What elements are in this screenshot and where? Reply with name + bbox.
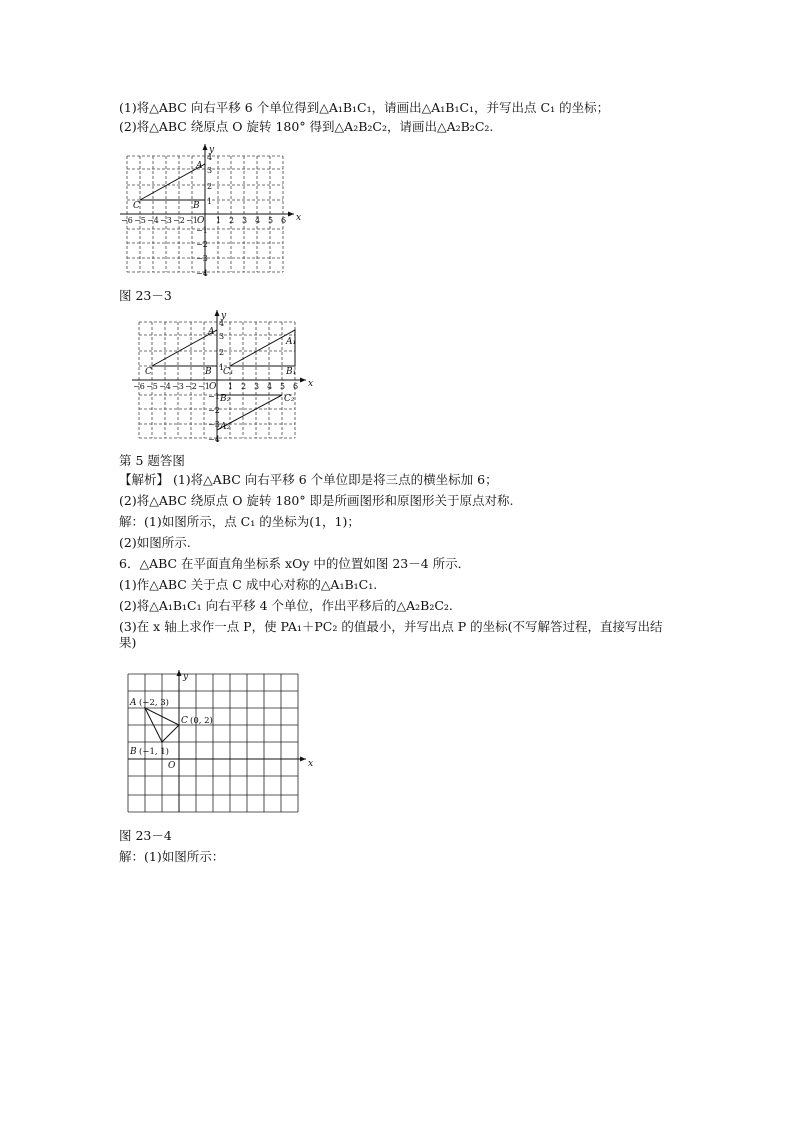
x-tick: 2 xyxy=(229,216,235,225)
q6-stem: 6．△ABC 在平面直角坐标系 xOy 中的位置如图 23－4 所示． xyxy=(119,556,471,571)
point-b-label: B xyxy=(205,367,212,377)
q6-task-3: (3)在 x 轴上求作一点 P，使 PA₁＋PC₂ 的值最小，并写出点 P 的坐标(不写解答过程，直接写出结果) xyxy=(119,619,663,650)
figure-23-4 xyxy=(122,668,314,816)
origin-label: O xyxy=(168,761,176,771)
q5-task-1: (1)将△ABC 向右平移 6 个单位得到△A₁B₁C₁，请画出△A₁B₁C₁，并写出点 C₁ 的坐标； xyxy=(119,100,610,115)
y-axis-label: y xyxy=(209,145,215,155)
y-tick: 4 xyxy=(219,319,225,328)
point-a-label: A xyxy=(196,161,203,171)
y-tick: 4 xyxy=(207,153,213,162)
q5-analysis-1: 【解析】 (1)将△ABC 向右平移 6 个单位即是将三点的横坐标加 6； xyxy=(119,472,498,487)
y-tick: 1 xyxy=(207,197,213,206)
y-tick: −2 xyxy=(208,406,220,415)
y-tick: −1 xyxy=(196,226,208,235)
point-a1-label: A₁ xyxy=(286,337,297,347)
q6-task-1: (1)作△ABC 关于点 C 成中心对称的△A₁B₁C₁. xyxy=(119,577,378,592)
x-tick: 4 xyxy=(267,382,273,391)
x-tick: 2 xyxy=(241,382,247,391)
x-tick: 1 xyxy=(216,216,222,225)
point-c-label: C xyxy=(145,367,152,377)
y-tick: 3 xyxy=(219,332,225,341)
point-a2-label: A₂ xyxy=(220,422,231,432)
x-axis-label: x xyxy=(308,379,314,389)
x-tick: −6 xyxy=(133,382,145,391)
y-tick: −4 xyxy=(208,435,220,444)
q5-analysis-2: (2)将△ABC 绕原点 O 旋转 180° 即是所画图形和原图形关于原点对称. xyxy=(119,493,514,508)
y-tick: −3 xyxy=(196,254,208,263)
point-c-coord: (0, 2) xyxy=(190,716,213,726)
x-tick: −1 xyxy=(186,216,198,225)
q5-solution-2: (2)如图所示. xyxy=(119,535,191,550)
point-a-label: A xyxy=(130,698,137,708)
point-b1-label: B₁ xyxy=(286,367,297,377)
point-c-label: C xyxy=(181,716,188,726)
q5-task-2: (2)将△ABC 绕原点 O 旋转 180° 得到△A₂B₂C₂，请画出△A₂B₂C₂. xyxy=(119,119,494,134)
x-tick: −2 xyxy=(185,382,197,391)
point-a-label: A xyxy=(208,327,215,337)
x-tick: 3 xyxy=(254,382,260,391)
x-tick: 4 xyxy=(255,216,261,225)
y-tick: 2 xyxy=(219,348,225,357)
x-tick: 6 xyxy=(281,216,287,225)
figure-caption-23-4: 图 23－4 xyxy=(119,828,172,843)
x-tick: −3 xyxy=(172,382,184,391)
y-axis-label: y xyxy=(183,672,189,682)
y-tick: −1 xyxy=(208,392,220,401)
x-tick: −5 xyxy=(134,216,146,225)
point-c2-label: C₂ xyxy=(284,394,295,404)
x-tick: −4 xyxy=(147,216,159,225)
y-tick: 2 xyxy=(207,182,213,191)
q5-solution-1: 解：(1)如图所示，点 C₁ 的坐标为(1，1)； xyxy=(119,514,360,529)
answer-figure-5 xyxy=(128,308,318,446)
point-c1-label: C₁ xyxy=(223,367,234,377)
q6-task-2: (2)将△A₁B₁C₁ 向右平移 4 个单位，作出平移后的△A₂B₂C₂. xyxy=(119,598,453,613)
point-a-coord: (−2, 3) xyxy=(139,698,169,708)
y-tick: −3 xyxy=(208,420,220,429)
x-tick: −6 xyxy=(121,216,133,225)
x-axis-label: x xyxy=(308,759,314,769)
point-b-label: B xyxy=(193,201,200,211)
point-b2-label: B₂ xyxy=(220,394,231,404)
origin-label: O xyxy=(209,382,217,392)
x-tick: 3 xyxy=(242,216,248,225)
x-tick: 1 xyxy=(228,382,234,391)
x-axis-label: x xyxy=(296,213,302,223)
figure-23-3 xyxy=(116,142,306,280)
y-axis-label: y xyxy=(221,311,227,321)
figure-caption-23-3: 图 23－3 xyxy=(119,288,172,303)
point-b-coord: (−1, 1) xyxy=(139,747,169,757)
x-tick: −1 xyxy=(198,382,210,391)
x-tick: 5 xyxy=(280,382,286,391)
q6-solution: 解：(1)如图所示： xyxy=(119,849,225,864)
y-tick: 1 xyxy=(219,363,225,372)
answer-figure-caption: 第 5 题答图 xyxy=(119,453,185,468)
x-tick: −3 xyxy=(160,216,172,225)
y-tick: −4 xyxy=(196,269,208,278)
x-tick: 6 xyxy=(293,382,299,391)
y-tick: −2 xyxy=(196,240,208,249)
point-b-label: B xyxy=(130,747,137,757)
point-c-label: C xyxy=(133,201,140,211)
x-tick: 5 xyxy=(268,216,274,225)
x-tick: −4 xyxy=(159,382,171,391)
y-tick: 3 xyxy=(207,166,213,175)
x-tick: −5 xyxy=(146,382,158,391)
x-tick: −2 xyxy=(173,216,185,225)
origin-label: O xyxy=(197,216,205,226)
